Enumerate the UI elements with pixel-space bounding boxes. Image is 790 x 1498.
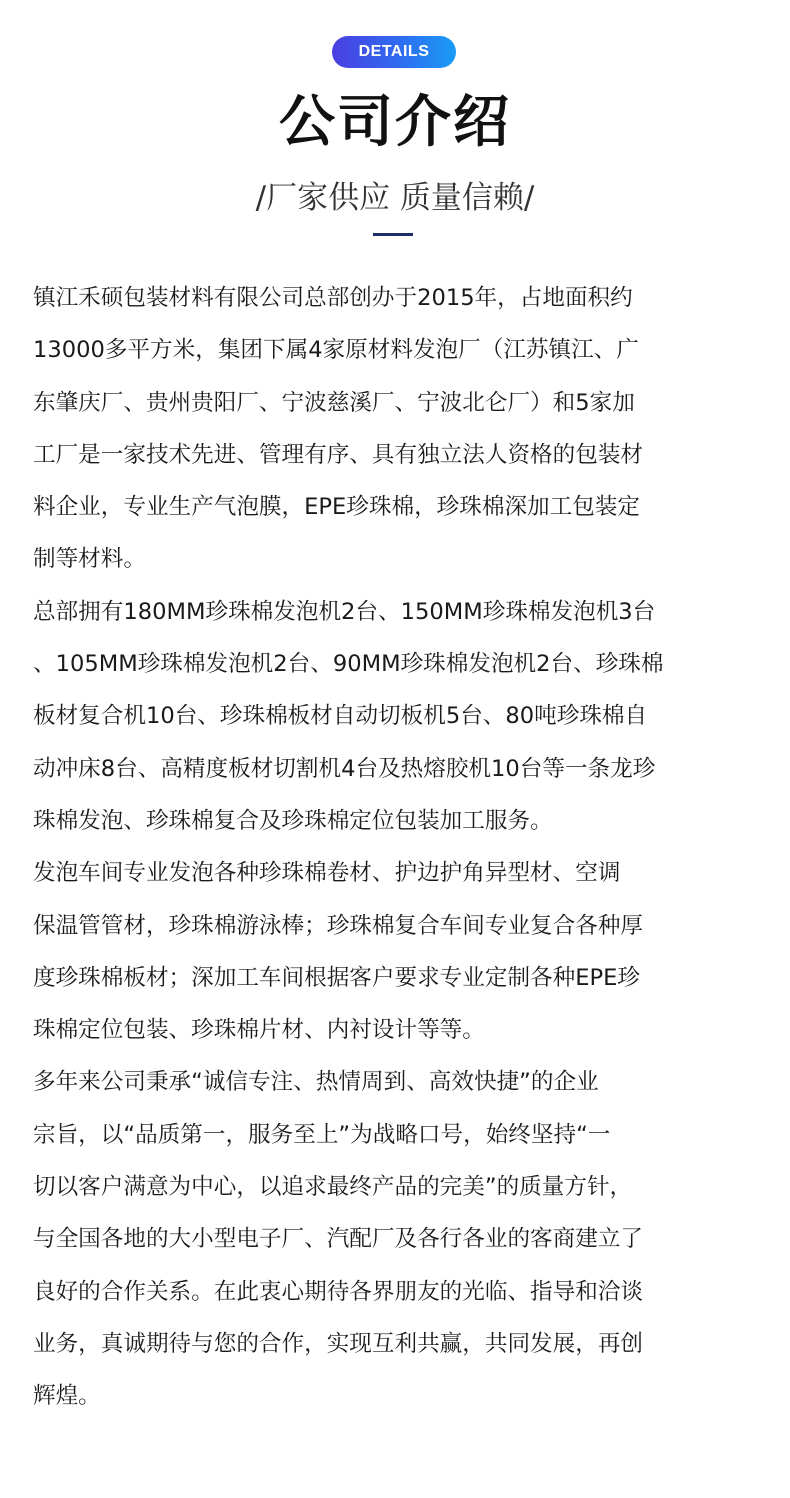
details-badge: DETAILS — [332, 36, 456, 68]
body-line: 总部拥有180MM珍珠棉发泡机2台、150MM珍珠棉发泡机3台 — [33, 598, 656, 625]
body-line: 度珍珠棉板材；深加工车间根据客户要求专业定制各种EPE珍 — [33, 964, 641, 991]
body-line: 13000多平方米，集团下属4家原材料发泡厂（江苏镇江、广 — [33, 337, 639, 364]
body-line: 业务，真诚期待与您的合作，实现互利共赢，共同发展，再创 — [33, 1330, 644, 1357]
body-line: 珠棉定位包装、珍珠棉片材、内衬设计等等。 — [33, 1017, 485, 1044]
body-line: 辉煌。 — [33, 1383, 101, 1410]
body-line: 板材复合机10台、珍珠棉板材自动切板机5台、80吨珍珠棉自 — [33, 703, 648, 730]
body-line: 动冲床8台、高精度板材切割机4台及热熔胶机10台等一条龙珍 — [33, 755, 656, 782]
body-line: 东肇庆厂、贵州贵阳厂、宁波慈溪厂、宁波北仑厂）和5家加 — [33, 389, 635, 416]
body-line: 良好的合作关系。在此衷心期待各界朋友的光临、指导和洽谈 — [33, 1278, 644, 1305]
body-line: 宗旨，以“品质第一，服务至上”为战略口号，始终坚持“一 — [33, 1121, 611, 1148]
body-line: 保温管管材，珍珠棉游泳棒；珍珠棉复合车间专业复合各种厚 — [33, 912, 644, 939]
page-title: 公司介绍 — [279, 90, 511, 155]
title-divider — [373, 233, 413, 236]
body-line: 珠棉发泡、珍珠棉复合及珍珠棉定位包装加工服务。 — [33, 807, 553, 834]
intro-body — [33, 272, 763, 1423]
body-line: 切以客户满意为中心，以追求最终产品的完美”的质量方针， — [33, 1174, 633, 1201]
body-line: 发泡车间专业发泡各种珍珠棉卷材、护边护角异型材、空调 — [33, 860, 621, 887]
body-line: 、105MM珍珠棉发泡机2台、90MM珍珠棉发泡机2台、珍珠棉 — [33, 651, 664, 678]
body-line: 制等材料。 — [33, 546, 146, 573]
body-line: 工厂是一家技术先进、管理有序、具有独立法人资格的包装材 — [33, 441, 644, 468]
body-line: 与全国各地的大小型电子厂、汽配厂及各行各业的客商建立了 — [33, 1226, 644, 1253]
body-line: 多年来公司秉承“诚信专注、热情周到、高效快捷”的企业 — [33, 1069, 599, 1096]
page-subtitle: /厂家供应 质量信赖/ — [255, 180, 535, 216]
body-line: 料企业，专业生产气泡膜，EPE珍珠棉，珍珠棉深加工包装定 — [33, 494, 641, 521]
body-line: 镇江禾硕包装材料有限公司总部创办于2015年，占地面积约 — [33, 285, 633, 311]
